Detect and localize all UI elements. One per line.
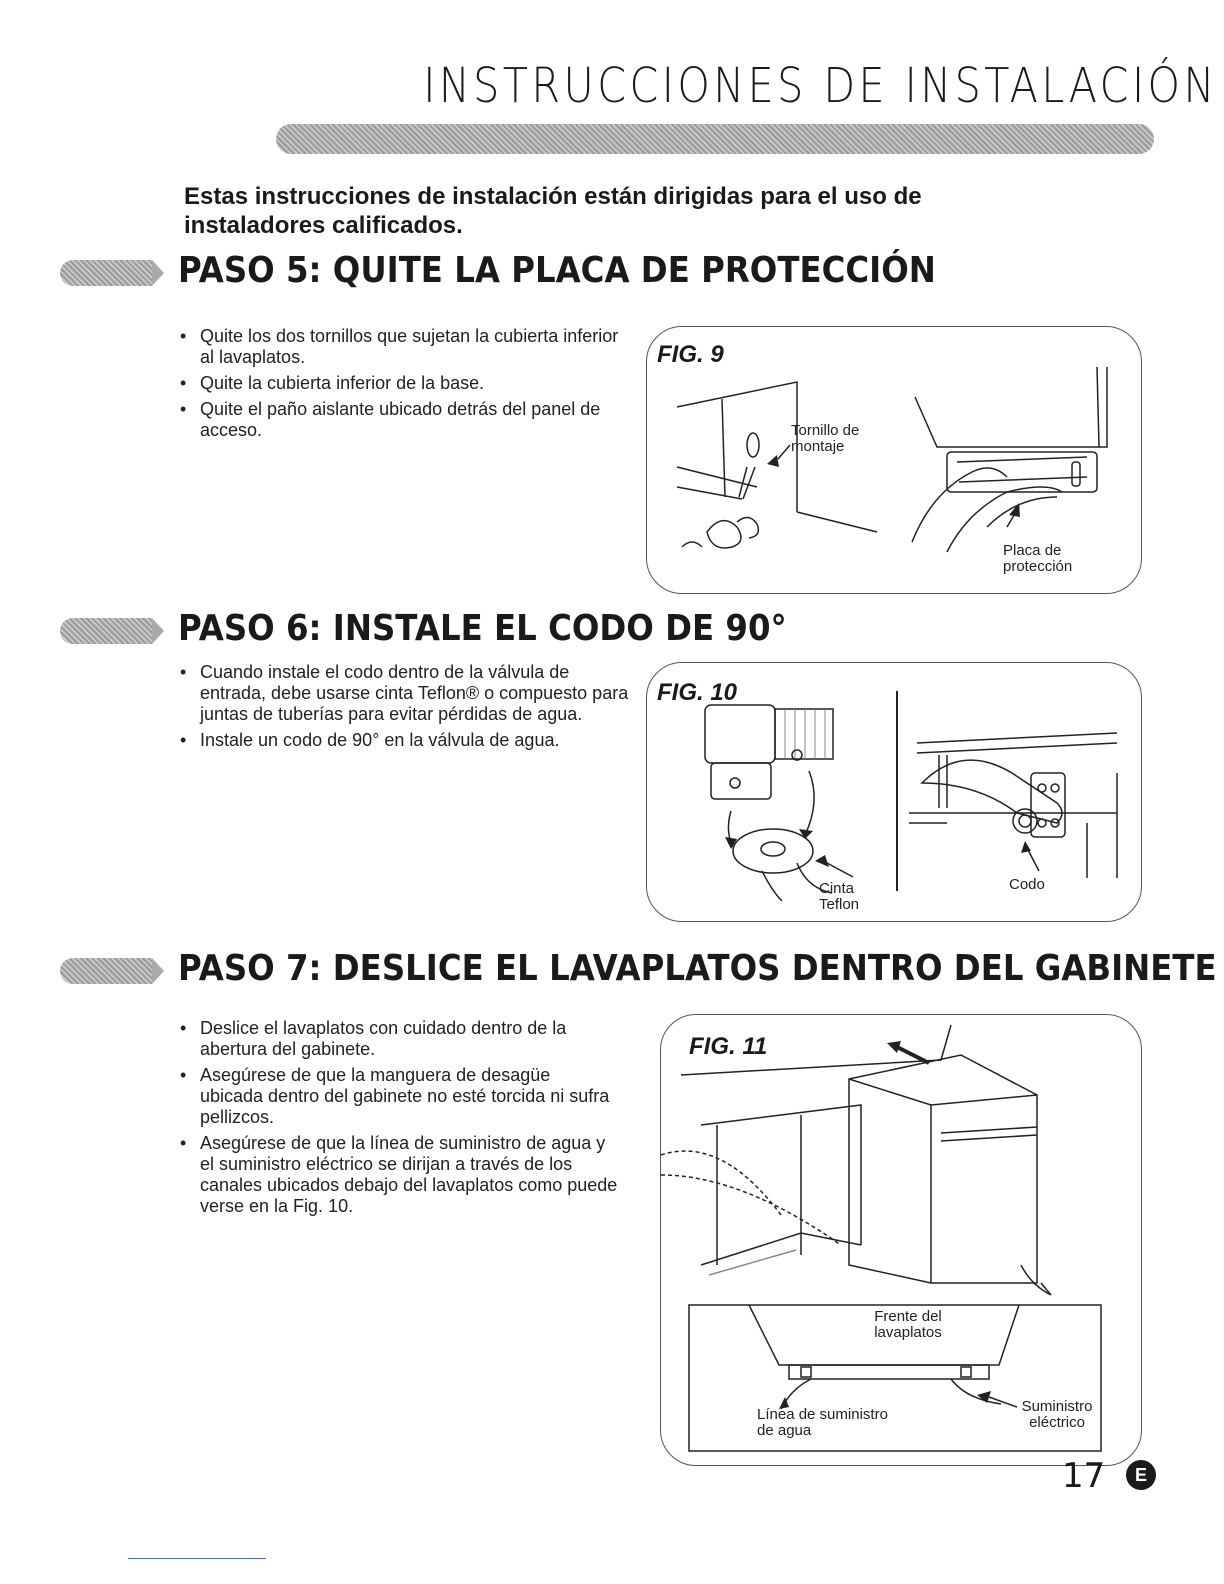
step-7-bullet: • Asegúrese de que la línea de suministro de agua y el suministro eléctrico se dirijan a través de los canales ubicados debajo del lavaplatos como puede verse en la Fig. 10. — [178, 1133, 618, 1217]
callout-placa: Placa de protección — [1003, 542, 1073, 575]
step-5-bullet: • Quite la cubierta inferior de la base. — [178, 373, 628, 394]
step-7-bullet: • Asegúrese de que la manguera de desagüe ubicada dentro del gabinete no esté torcida ni sufra pellizcos. — [178, 1065, 618, 1128]
step-5-heading: PASO 5: QUITE LA PLACA DE PROTECCIÓN — [178, 250, 936, 291]
callout-frente: Frente del lavaplatos — [874, 1308, 942, 1341]
figure-9 — [646, 326, 1142, 594]
title-decorative-bar — [276, 124, 1154, 154]
figure-11-label: FIG. 11 — [689, 1033, 768, 1060]
step-7-marker — [60, 958, 152, 984]
step-7-bullets — [178, 1018, 618, 1222]
page-number: 17 — [1062, 1456, 1106, 1496]
step-6-bullet: • Instale un codo de 90° en la válvula de agua. — [178, 730, 638, 751]
step-5-bullets — [178, 326, 628, 446]
figure-9-label: FIG. 9 — [657, 341, 724, 368]
callout-codo: Codo — [1009, 876, 1045, 893]
step-7-bullet: • Deslice el lavaplatos con cuidado dentro de la abertura del gabinete. — [178, 1018, 618, 1060]
step-5-bullet: • Quite los dos tornillos que sujetan la cubierta inferior al lavaplatos. — [178, 326, 628, 368]
step-7-heading: PASO 7: DESLICE EL LAVAPLATOS DENTRO DEL GABINETE — [178, 948, 1217, 989]
step-6-bullets — [178, 662, 638, 756]
figure-10 — [646, 662, 1142, 922]
page-title: INSTRUCCIONES DE INSTALACIÓN — [423, 58, 1218, 114]
callout-suministro: Suministro eléctrico — [1021, 1398, 1093, 1431]
step-5-marker — [60, 260, 152, 286]
step-6-heading: PASO 6: INSTALE EL CODO DE 90° — [178, 608, 787, 649]
figure-10-label: FIG. 10 — [657, 679, 738, 706]
footer-rule — [128, 1558, 266, 1559]
step-6-bullet: • Cuando instale el codo dentro de la válvula de entrada, debe usarse cinta Teflon® o compuesto para juntas de tuberías para evitar pérdidas de agua. — [178, 662, 638, 725]
callout-cinta: Cinta Teflon — [819, 880, 860, 913]
intro-text: Estas instrucciones de instalación están dirigidas para el uso de instaladores calificados. — [184, 183, 922, 239]
step-5-bullet: • Quite el paño aislante ubicado detrás del panel de acceso. — [178, 399, 628, 441]
step-6-marker — [60, 618, 152, 644]
callout-tornillo: Tornillo de montaje — [791, 422, 860, 455]
language-badge: E — [1126, 1460, 1156, 1490]
figure-11 — [660, 1014, 1142, 1466]
callout-linea: Línea de suministro de agua — [757, 1406, 888, 1439]
